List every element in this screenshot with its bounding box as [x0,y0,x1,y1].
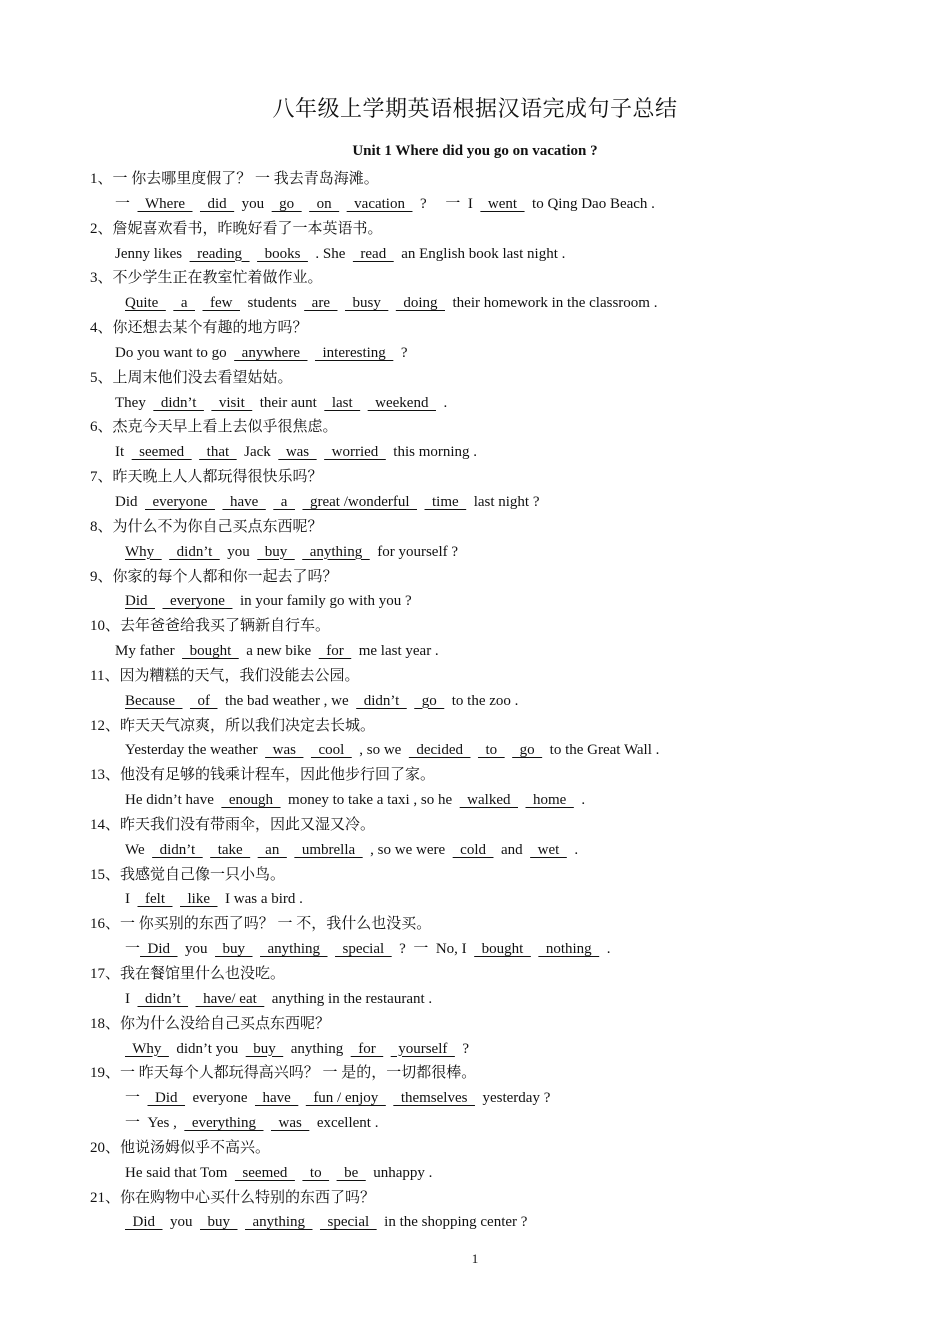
answer-blank: buy [257,543,295,560]
answer-blank: cool [310,742,352,759]
answer-text: in your family go with you ? [232,593,412,610]
answer-blank: anything [245,1214,313,1231]
answer-blank: themselves [393,1090,475,1107]
answer-blank: went [480,195,525,212]
answer-text [250,246,258,262]
document-title: 八年级上学期英语根据汉语完成句子总结 [272,96,678,121]
answer-text: and [493,841,531,858]
answer-blank: anywhere [234,344,308,361]
answer-blank: like [180,891,218,908]
answer-blank: Where [137,195,193,212]
answer-text: ? 一 No, I [391,941,475,958]
answer-text: Do you want to go [115,344,235,361]
answer-blank: doing [395,295,445,312]
answer-text: ? [393,344,408,361]
answer-text [188,991,196,1007]
answer-blank: did [199,195,235,212]
answer-blank: on [309,195,340,212]
exercise-list [90,167,910,1235]
answer-text [195,295,203,311]
answer-text [155,593,163,609]
answer-text: I [125,891,138,908]
question-line: 18、你为什么没给自己买点东西呢？ [90,1015,331,1032]
answer-blank: buy [200,1214,238,1231]
answer-blank: vacation [346,195,413,212]
answer-blank: fun / enjoy [305,1090,386,1107]
question-line: 21、你在购物中心买什么特别的东西了吗？ [90,1189,376,1206]
answer-line [90,689,910,714]
answer-blank: go [271,195,302,212]
answer-blank: go [512,742,543,759]
answer-line [90,242,910,267]
answer-text: , so we were [362,841,453,858]
answer-blank: last [324,394,361,411]
answer-blank: Why [125,543,162,560]
answer-line [90,788,910,813]
answer-blank: was [278,444,317,461]
answer-text: an English book last night . [393,245,566,262]
answer-blank: Did [147,1090,186,1107]
answer-text [182,693,190,709]
answer-text: We [125,841,153,858]
answer-blank: didn’t [356,692,407,709]
question-line: 12、昨天天气凉爽，所以我们决定去长城。 [90,717,376,734]
answer-blank: Did [125,593,155,610]
answer-line [90,540,910,565]
answer-text [417,494,425,510]
question-line: 9、你家的每个人都和你一起去了吗？ [90,568,338,585]
answer-text [238,1214,246,1230]
answer-blank: to [302,1164,330,1181]
answer-blank: didn’t [152,841,203,858]
answer-text: you [162,1214,200,1231]
answer-line [90,639,910,664]
answer-text [307,345,315,361]
answer-blank: Quite [125,295,166,312]
answer-text: anything [283,1040,351,1057]
answer-text: money to take a taxi , so he [280,792,460,809]
answer-blank: didn’t [153,394,204,411]
answer-blank: of [189,692,218,709]
answer-text: yesterday ? [474,1090,551,1107]
question-line: 19、一 昨天每个人都玩得高兴吗？ 一 是的，一切都很棒。 [90,1065,477,1082]
answer-blank: Why [125,1040,169,1057]
answer-text: to Qing Dao Beach . [524,195,655,212]
answer-text: anything in the restaurant . [264,990,433,1007]
answer-text: Did [115,493,145,510]
answer-blank: visit [211,394,253,411]
answer-line [90,887,910,912]
answer-blank: anything [260,941,328,958]
answer-blank: everyone [162,593,233,610]
answer-text: I [125,990,138,1007]
question-line: 15、我感觉自己像一只小鸟。 [90,866,286,883]
answer-text: a new bike [238,643,319,660]
answer-blank: time [424,493,467,510]
answer-blank: umbrella [294,841,363,858]
answer-line [90,1086,910,1111]
answer-blank: to [477,742,505,759]
answer-text [339,196,347,212]
answer-blank: are [304,295,338,312]
answer-blank: have/ eat [195,990,265,1007]
answer-blank: didn’t [137,990,189,1007]
answer-blank: didn’t [169,543,220,560]
answer-text: 一 [115,195,138,212]
answer-line [90,987,910,1012]
answer-text: He said that Tom [125,1164,235,1181]
answer-text: didn’t you [168,1040,246,1057]
answer-blank: decided [408,742,471,759]
answer-text [253,941,261,957]
answer-text: . She [307,245,353,262]
answer-text: . [599,941,611,958]
answer-line [90,838,910,863]
answer-blank: cold [452,841,494,858]
answer-text: in the shopping center ? [376,1214,528,1231]
answer-blank: be [336,1164,366,1181]
answer-blank: seemed [234,1164,295,1181]
answer-blank: buy [245,1040,284,1057]
answer-text [313,1214,321,1230]
answer-blank: wet [530,841,567,858]
answer-blank: have [222,493,266,510]
answer-text: He didn’t have [125,792,222,809]
answer-text: . [435,394,448,411]
answer-blank: a [173,295,195,312]
question-line: 2、詹妮喜欢看书，昨晚好看了一本英语书。 [90,220,383,237]
answer-text [337,295,345,311]
answer-text: last night ? [466,493,540,510]
answer-blank: great /wonderful [302,493,418,510]
answer-blank: take [210,841,251,858]
answer-text: 一 Yes , [125,1115,185,1132]
answer-blank: walked [459,792,518,809]
answer-blank: Because [125,692,183,709]
answer-text [383,1041,391,1057]
answer-blank: for [350,1040,384,1057]
answer-line [90,341,910,366]
answer-blank: busy [344,295,389,312]
answer-blank: an [257,841,287,858]
answer-line [90,490,910,515]
answer-line [90,440,910,465]
answer-line [90,1161,910,1186]
answer-blank: seemed [131,444,192,461]
answer-text: for yourself ? [369,543,459,560]
answer-text: this morning . [385,444,478,461]
answer-text: students [240,295,305,312]
answer-text: ? 一 I [412,195,481,212]
answer-text: They [115,394,154,411]
answer-text: Yesterday the weather [125,742,266,759]
answer-text [192,196,200,212]
answer-text: 一 [125,1090,148,1107]
answer-blank: for [318,643,352,660]
answer-text [329,1165,337,1181]
answer-text: me last year . [351,643,439,660]
answer-blank: buy [215,941,253,958]
answer-text: their homework in the classroom . [445,295,658,312]
answer-text: . [566,841,579,858]
answer-blank: a [273,493,295,510]
answer-text [360,395,368,411]
unit-title: Unit 1 Where did you go on vacation ? [352,143,598,159]
answer-text: you [177,941,216,958]
answer-text: the bad weather , we [217,692,357,709]
answer-line [90,1037,910,1062]
answer-text [328,941,336,957]
answer-text [518,792,526,808]
answer-blank: anything [302,543,370,560]
answer-text: to the zoo . [444,692,519,709]
answer-blank: interesting [314,344,394,361]
question-line: 16、一 你买别的东西了吗？ 一 不，我什么也没买。 [90,916,432,933]
question-line: 17、我在餐馆里什么也没吃。 [90,966,286,982]
answer-blank: bought [182,643,239,660]
answer-blank: reading [189,245,250,262]
answer-line [90,738,910,763]
answer-line [90,1111,910,1136]
answer-blank: read [352,245,394,262]
answer-line [90,937,910,962]
answer-text: . [573,792,586,809]
question-line: 6、杰克今天早上看上去似乎很焦虑。 [90,419,338,436]
answer-blank: weekend [367,394,436,411]
question-line: 8、为什么不为你自己买点东西呢？ [90,518,323,535]
answer-text: excellent . [309,1115,379,1132]
answer-line [90,1210,910,1235]
answer-text: their aunt [252,394,325,411]
answer-text: It [115,444,132,461]
question-line: 13、他没有足够的钱乘计程车，因此他步行回了家。 [90,767,436,784]
answer-text: you [219,543,258,560]
answer-text: to the Great Wall . [542,742,660,759]
answer-blank: bought [474,941,531,958]
answer-line [90,589,910,614]
answer-text [470,742,478,758]
question-line: 1、一 你去哪里度假了？ 一 我去青岛海滩。 [90,171,379,187]
answer-blank: everyone [145,493,215,510]
answer-blank: Did [140,941,178,958]
answer-text: you [234,195,272,212]
question-line: 3、不少学生正在教室忙着做作业。 [90,270,323,287]
question-line: 5、上周末他们没去看望姑姑。 [90,369,293,386]
answer-blank: Did [125,1214,163,1231]
answer-blank: special [320,1214,377,1231]
answer-blank: was [270,1115,310,1132]
answer-blank: home [525,792,574,809]
answer-text: ? [454,1040,470,1057]
question-line: 10、去年爸爸给我买了辆新自行车。 [90,618,331,635]
answer-line [90,192,910,217]
answer-blank: was [265,742,304,759]
answer-blank: worried [324,444,386,461]
answer-text: everyone [185,1090,255,1107]
answer-text [298,1090,306,1106]
answer-text: I was a bird . [217,891,303,908]
answer-blank: yourself [390,1040,455,1057]
answer-blank: few [202,295,240,312]
answer-blank: enough [221,792,281,809]
answer-text [250,842,258,858]
question-line: 4、你还想去某个有趣的地方吗？ [90,320,308,337]
answer-text [173,891,181,907]
answer-blank: special [335,941,392,958]
answer-text: My father [115,643,183,660]
question-line: 11、因为糟糕的天气，我们没能去公园。 [90,667,360,684]
answer-line [90,391,910,416]
answer-text [303,742,311,758]
answer-line [90,291,910,316]
answer-text: Jenny likes [115,245,190,262]
page-number: 1 [471,1251,479,1266]
question-line: 20、他说汤姆似乎不高兴。 [90,1139,271,1156]
answer-blank: everything [184,1115,264,1132]
answer-blank: felt [137,891,173,908]
answer-blank: that [199,444,237,461]
answer-text [388,295,396,311]
answer-text: , so we [351,742,409,759]
question-line: 14、昨天我们没有带雨伞，因此又湿又冷。 [90,816,376,833]
answer-blank: go [414,692,445,709]
answer-blank: have [254,1090,299,1107]
question-line: 7、昨天晚上人人都玩得很快乐吗？ [90,469,323,486]
answer-text: 一 [125,941,141,958]
answer-blank: books [257,245,308,262]
answer-text: unhappy . [365,1164,433,1181]
answer-text [263,1115,271,1131]
answer-text: Jack [236,444,279,461]
answer-blank: nothing [538,941,600,958]
